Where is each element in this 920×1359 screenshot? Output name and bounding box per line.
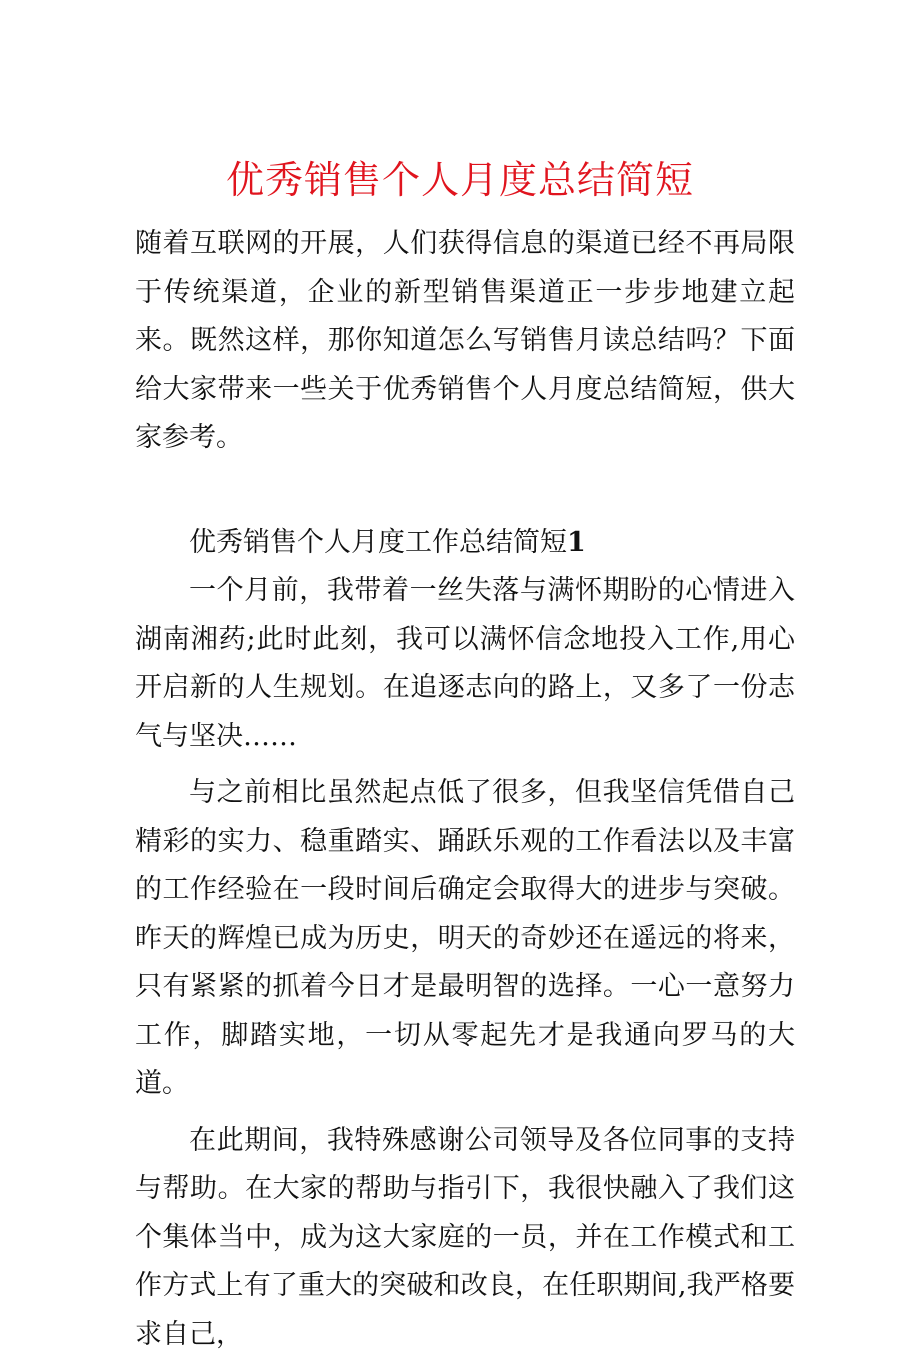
- intro-paragraph: 随着互联网的开展，人们获得信息的渠道已经不再局限于传统渠道，企业的新型销售渠道正一步步地建立起来。既然这样，那你知道怎么写销售月读总结吗？下面给大家带来一些关于优秀销售个人月度总结简短，供大家参考。: [135, 220, 795, 463]
- body-paragraph-2: 与之前相比虽然起点低了很多，但我坚信凭借自己精彩的实力、稳重踏实、踊跃乐观的工作看法以及丰富的工作经验在一段时间后确定会取得大的进步与突破。昨天的辉煌已成为历史，明天的奇妙还在遥远的将来，只有紧紧的抓着今日才是最明智的选择。一心一意努力工作，脚踏实地，一切从零起先才是我通向罗马的大道。: [135, 769, 795, 1109]
- section-heading-text: 优秀销售个人月度工作总结简短: [189, 527, 567, 558]
- body-paragraph-3: 在此期间，我特殊感谢公司领导及各位同事的支持与帮助。在大家的帮助与指引下，我很快融入了我们这个集体当中，成为这大家庭的一员，并在工作模式和工作方式上有了重大的突破和改良，在任职期间,我严格要求自己，: [135, 1117, 795, 1359]
- section-heading: [135, 519, 795, 568]
- body-paragraph-1: 一个月前，我带着一丝失落与满怀期盼的心情进入湖南湘药;此时此刻，我可以满怀信念地投入工作,用心开启新的人生规划。在追逐志向的路上，又多了一份志气与坚决……: [135, 567, 795, 761]
- document-title: 优秀销售个人月度总结简短: [0, 150, 920, 210]
- section-heading-number: 1: [567, 527, 586, 558]
- document-body: [135, 220, 795, 1359]
